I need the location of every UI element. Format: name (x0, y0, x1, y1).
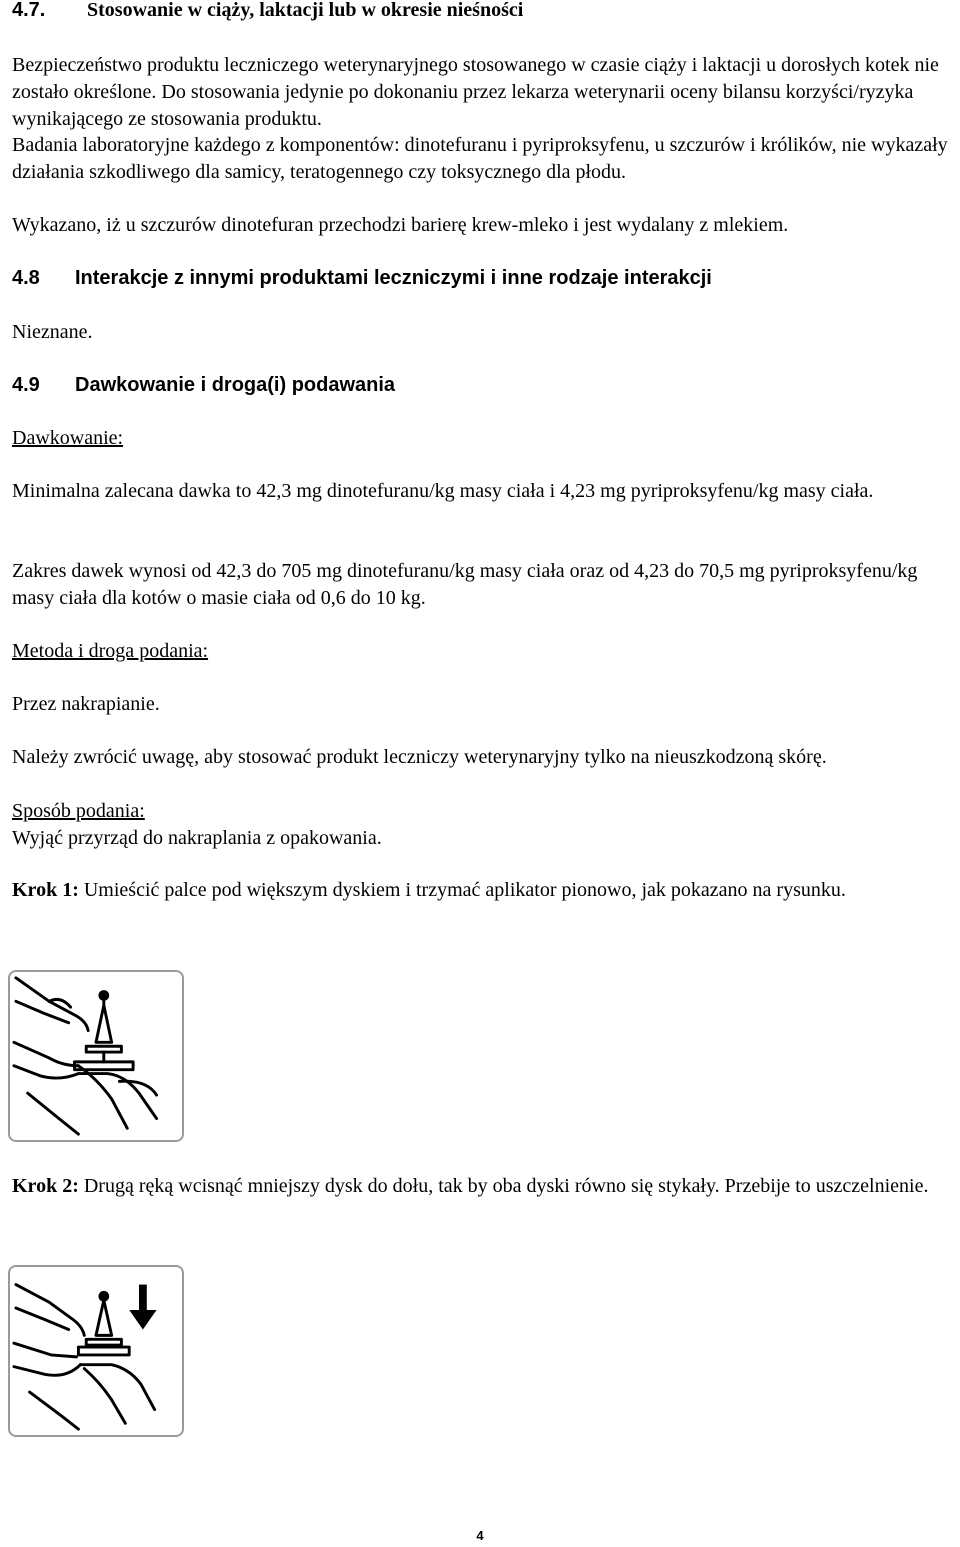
step-text: Drugą ręką wcisnąć mniejszy dysk do dołu, tak by oba dyski równo się stykały. Przebije to uszczelnienie. (78, 1175, 929, 1197)
step-label: Krok 1: (12, 879, 79, 901)
paragraph: Zakres dawek wynosi od 42,3 do 705 mg dinotefuranu/kg masy ciała oraz od 4,23 do 70,5 mg pyriproksyfenu/kg masy ciała dla kotów o masie ciała od 0,6 do 10 kg. (12, 560, 918, 609)
paragraph: Przez nakrapianie. (12, 693, 160, 715)
applicator-illustration-icon (10, 972, 182, 1140)
step-2 (12, 1173, 956, 1200)
section-title: Interakcje z innymi produktami leczniczymi i inne rodzaje interakcji (75, 267, 712, 289)
subheading-administration: Sposób podania: (12, 800, 145, 822)
subheading-dosage: Dawkowanie: (12, 427, 124, 449)
section-4-9-heading (12, 373, 956, 397)
step-1 (12, 877, 956, 904)
section-4-8-heading (12, 266, 956, 290)
section-number: 4.9 (12, 374, 40, 396)
section-title: Dawkowanie i droga(i) podawania (75, 374, 396, 396)
section-number: 4.8 (12, 267, 40, 289)
page-number: 4 (476, 1528, 484, 1543)
applicator-held-upright-illustration (8, 970, 184, 1142)
paragraph: Badania laboratoryjne każdego z komponentów: dinotefuranu i pyriproksyfenu, u szczurów i królików, nie wykazały działania szkodliwego dla samicy, teratogennego czy toksycznego dla płodu. (12, 134, 948, 183)
section-number: 4.7. (12, 0, 46, 21)
paragraph: Należy zwrócić uwagę, aby stosować produkt leczniczy weterynaryjny tylko na nieuszkodzoną skórę. (12, 746, 827, 768)
paragraph: Minimalna zalecana dawka to 42,3 mg dinotefuranu/kg masy ciała i 4,23 mg pyriproksyfenu/kg masy ciała. (12, 480, 874, 502)
paragraph: Bezpieczeństwo produktu leczniczego weterynaryjnego stosowanego w czasie ciąży i laktacji u dorosłych kotek nie zostało określone. Do stosowania jedynie po dokonaniu przez lekarza weterynarii oceny bilansu korzyści/ryzyka wynikającego ze stosowania produktu. (12, 54, 939, 130)
paragraph: Wyjąć przyrząd do nakraplania z opakowania. (12, 827, 382, 849)
subheading-method: Metoda i droga podania: (12, 640, 209, 662)
applicator-press-illustration-icon (10, 1267, 182, 1435)
paragraph: Nieznane. (12, 321, 93, 343)
step-text: Umieścić palce pod większym dyskiem i trzymać aplikator pionowo, jak pokazano na rysunku. (78, 879, 846, 901)
section-title: Stosowanie w ciąży, laktacji lub w okresie nieśności (87, 0, 524, 21)
paragraph: Wykazano, iż u szczurów dinotefuran przechodzi barierę krew-mleko i jest wydalany z mlekiem. (12, 214, 789, 236)
section-4-7-heading (12, 0, 956, 22)
step-label: Krok 2: (12, 1175, 79, 1197)
applicator-press-down-illustration (8, 1265, 184, 1437)
